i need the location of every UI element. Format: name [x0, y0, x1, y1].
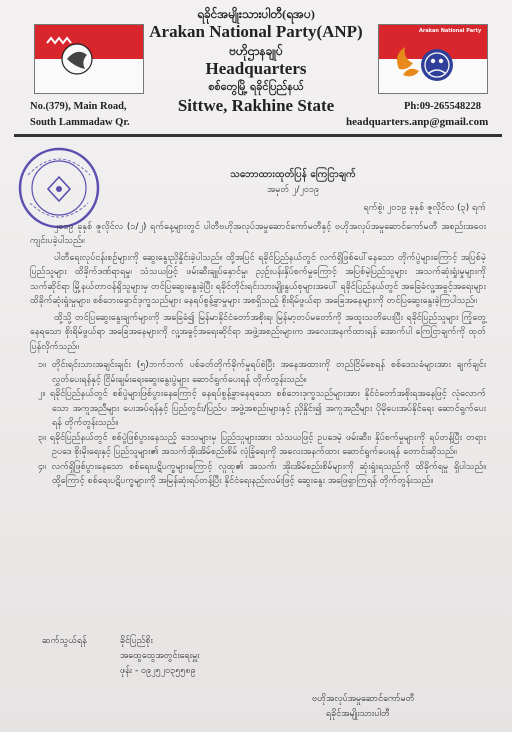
party-name-english: Arakan National Party(ANP) [149, 22, 363, 41]
phone-number: Ph:09-265548228 [404, 101, 481, 112]
list-item-text: လက်ရှိဖြစ်ပွားနေသော စစ်ရေးပဋိပက္ခများကြောင့် လူထု၏ အသက်၊ အိုးအိမ်စည်းစိမ်များကို ဆုံးရှုံးရသည်ကို ထိခိုက်ရမှု ရှိပါသည်။ ထို့ကြောင့် စစ်ရေးပဋိပက္ခများကို အမြန်ဆုံးရပ်တန့်ပြီး နိုင်ငံရေးနည်းလမ်းဖြင့် ဆွေးနွေး အဖြေရှာကြရန် တိုက်တွန်းသည်။ [51, 461, 486, 486]
contact-label: ဆက်သွယ်ရန် [42, 636, 87, 646]
headquarters-english: Headquarters [205, 59, 307, 78]
document-number: အမှတ် ၂/၂၀၁၉ [266, 184, 320, 195]
list-item [30, 460, 486, 489]
party-emblem-icon [35, 25, 143, 93]
list-item-number: ၁။ [38, 360, 46, 370]
issuer-committee: ဗဟိုအလုပ်အမှုဆောင်ကော်မတီ [312, 694, 415, 704]
party-seal-icon [379, 25, 487, 93]
party-logo-right [378, 24, 488, 94]
list-item-number: ၃။ [38, 432, 46, 443]
email-address: headquarters.anp@gmail.com [346, 116, 489, 128]
list-item-number: ၂။ [38, 389, 46, 399]
location-myanmar: စစ်တွေမြို့ ရခိုင်ပြည်နယ် [208, 81, 304, 93]
list-item [30, 358, 486, 387]
issuer-party: ရခိုင်အမျိုးသားပါတီ [326, 709, 390, 719]
party-name-myanmar: ရခိုင်အမျိုးသားပါတီ(ရအပ) [197, 7, 315, 21]
logo-label: Arakan National Party [419, 28, 482, 34]
address-line-1: No.(379), Main Road, [30, 101, 127, 112]
paragraph: ၂၀၁၉ ခုနှစ် ဇူလိုင်လ (၁/၂) ရက်နေ့များတွင် ပါတီဗဟိုအလုပ်အမှုဆောင်ကော်မတီနှင့် ဗဟိုအလုပ်အမှုဆောင်ကော်မတီ အစည်းအဝေး ကျင်းပခဲ့ပါသည်။ [30, 221, 486, 246]
list-item-text: ရခိုင်ပြည်နယ်တွင် စစ်ပွဲများဖြစ်ပွားနေကြောင့် နေရပ်စွန့်ခွာနေရသော စစ်ဘေးဒုက္ခသည်များအား နိုင်ငံတော်အစိုးရအနေဖြင့် လုံလောက်သော အကူအညီများ ပေးအပ်ရန်နှင့် ပြည်တွင်း/ပြည်ပ အဖွဲ့အစည်းများနှင့် ညှိနှိုင်း၍ အကူအညီများ ပိုမိုပေးအပ်နိုင်ရေး ဆောင်ရွက်ပေးရန် တိုက်တွန်းသည်။ [50, 389, 486, 428]
paragraph: ပါတီရေးလုပ်ငန်းစဉ်များကို ဆွေးနွေးညှိနှိုင်းခဲ့ပါသည်။ ထို့အပြင် ရခိုင်ပြည်နယ်တွင် လက်ရှိဖြစ်ပေါ်နေသော တိုက်ပွဲများကြောင့် အပြစ်မဲ့ပြည်သူများ ထိခိုက်ဒဏ်ရာရမှု၊ သံသယဖြင့် ဖမ်းဆီးချုပ်နှောင်မှု၊ ညှဉ်းပန်းနှိပ်စက်မှုကြောင့် အပြစ်မဲ့ပြည်သူများ အသက်ဆုံးရှုံးမှုများကို သက်ဆိုင်ရာ မြို့နယ်တာဝန်ရှိသူများမှ တင်ပြဆွေးနွေးခဲ့ပြီး ရခိုင်တိုင်းရင်းသားမျိုးနွယ်စုများအပေါ် ရခိုင်ပြည်နယ်တွင် အခြေခံလူ့အခွင့်အရေးများ ထိခိုက်ဆုံးရှုံးမှုများ၊ စစ်ဘေးရှောင်ဒုက္ခသည်များ နေရပ်စွန့်ခွာမှုများ အစရှိသည့် စိုးရိမ်ဖွယ်ရာ အခြေအနေများကို တင်ပြဆွေးနွေးခဲ့ကြပါသည်။ [30, 252, 486, 306]
headquarters-myanmar: ဗဟိုဌာနချုပ် [229, 44, 283, 58]
contact-name: ခိုင်ပြည်စိုး [120, 636, 153, 646]
address-line-2: South Lammadaw Qr. [30, 117, 130, 128]
list-item-text: ရခိုင်ပြည်နယ်တွင် စစ်ပွဲဖြစ်ပွားနေသည့် ဒေသများမှ ပြည်သူများအား သံသယဖြင့် ဥပဒေမဲ့ ဖမ်းဆီး၊ နှိပ်စက်မှုများကို ရပ်တန့်ပြီး တရားဥပဒေ စိုးမိုးရေးနှင့် ပြည်သူများ၏ အသက်အိုးအိမ်စည်းစိမ် လုံခြုံရေးကို အလေးအနက်ထား ဆောင်ရွက်ပေးရန် တောင်းဆိုသည်။ [49, 432, 486, 457]
list-item [30, 387, 486, 431]
contact-title: အထွေထွေအတွင်းရေးမှူး [120, 651, 200, 661]
paragraph: ထို့သို့ တင်ပြဆွေးနွေးချက်များကို အခြေခံ၍ မြန်မာနိုင်ငံတော်အစိုးရ၊ မြန်မာ့တပ်မတော်ကို အထူးသတိပေးပြီး ရခိုင်ပြည်သူများ ကြုံတွေ့နေရသော စိုးရိမ်ဖွယ်ရာ အခြေအနေများကို လူ့အခွင့်အရေးဆိုင်ရာ အဖွဲ့အစည်းများက အလေးအနက်ထားရန် အောက်ပါ ကြေငြာချက်ကို ထုတ်ပြန်လိုက်သည်။ [30, 312, 486, 352]
document-body [30, 168, 486, 489]
list-item [30, 431, 486, 460]
list-item-text: တိုင်းရင်းသားအချင်းချင်း (၅)ဘက်ဘက် ပစ်ခတ်တိုက်ခိုက်မှုရပ်စဲပြီး အနေအထားကို တည်ငြိမ်စေရန် စစ်ဒေသခံများအား ချက်ချင်းလွှတ်ပေးရန်နှင့် ငြိမ်းချမ်းရေးဆွေးနွေးပွဲများ ဆောင်ရွက်ပေးရန် တိုက်တွန်းသည်။ [51, 360, 486, 385]
list-item-number: ၄။ [38, 461, 46, 472]
document-title: သဘောထားထုတ်ပြန် ကြေငြာချက် [230, 169, 356, 180]
location-english: Sittwe, Rakhine State [177, 96, 335, 115]
document-date: ရက်စွဲ၊ ၂၀၁၉ ခုနှစ် ဇူလိုင်လ (၃) ရက် [363, 203, 486, 213]
contact-phone: ဖုန်း - ၀၉၂၅၂၀၃၅၅၈၉ [120, 666, 196, 676]
header-divider [14, 134, 502, 137]
